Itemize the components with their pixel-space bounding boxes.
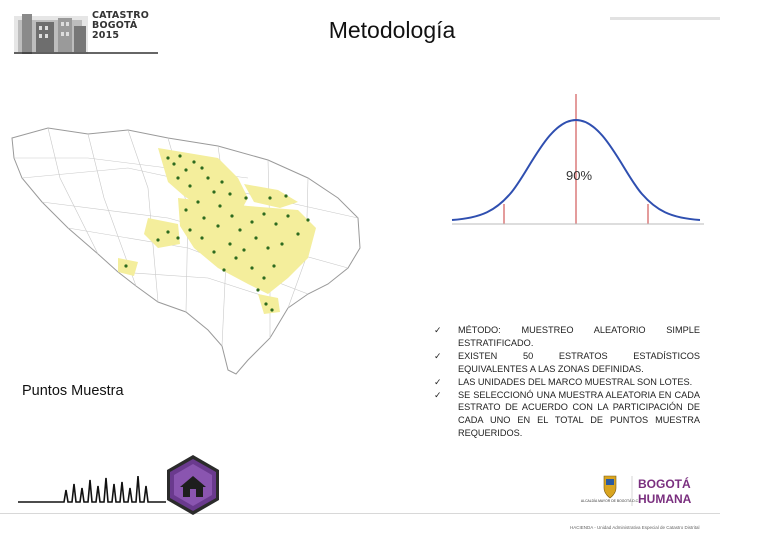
- map-caption: Puntos Muestra: [22, 383, 124, 399]
- list-item: [434, 376, 700, 389]
- logo-line: 2015: [92, 30, 120, 41]
- partner-logos: [580, 472, 706, 508]
- waveform-graphic: [18, 468, 166, 508]
- slide-title: Metodología: [328, 17, 456, 43]
- brand-line-1: BOGOTÁ: [638, 477, 691, 491]
- normal-distribution-curve: [452, 92, 704, 232]
- alcaldia-text: ALCALDÍA MAYOR DE BOGOTÁ D.C.: [580, 499, 640, 503]
- confidence-label: 90%: [566, 168, 593, 183]
- logo-line: BOGOTÁ: [92, 20, 138, 31]
- footer-divider: [0, 513, 720, 514]
- sample-points-map: [8, 98, 448, 378]
- list-item-text: SE SELECCIONÓ UNA MUESTRA ALEATORIA EN CADA ESTRATO DE ACUERDO CON LA PARTICIPACIÓN DE CADA UNO EN EL TOTAL DE PUNTOS MUESTRA REQUERIDOS.: [458, 389, 700, 439]
- check-icon: ✓: [434, 389, 442, 400]
- methodology-list: [434, 324, 700, 440]
- logo-line: CATASTRO: [92, 10, 149, 21]
- coat-of-arms-icon: [604, 476, 616, 498]
- list-item: [434, 350, 700, 376]
- list-item-text: MÉTODO: MUESTREO ALEATORIO SIMPLE ESTRATIFICADO.: [458, 325, 700, 348]
- list-item: [434, 389, 700, 441]
- check-icon: ✓: [434, 350, 442, 361]
- footer-text: HACIENDA - Unidad Administrativa Especial de Catastro Distrital: [570, 525, 700, 530]
- brand-line-2: HUMANA: [638, 492, 692, 506]
- list-item-text: EXISTEN 50 ESTRATOS ESTADÍSTICOS EQUIVALENTES A LAS ZONAS DEFINIDAS.: [458, 350, 700, 374]
- list-item-text: LAS UNIDADES DEL MARCO MUESTRAL SON LOTES.: [458, 376, 693, 387]
- house-icon: [162, 454, 224, 516]
- check-icon: ✓: [434, 376, 442, 387]
- list-item: [434, 324, 700, 350]
- check-icon: ✓: [434, 325, 442, 335]
